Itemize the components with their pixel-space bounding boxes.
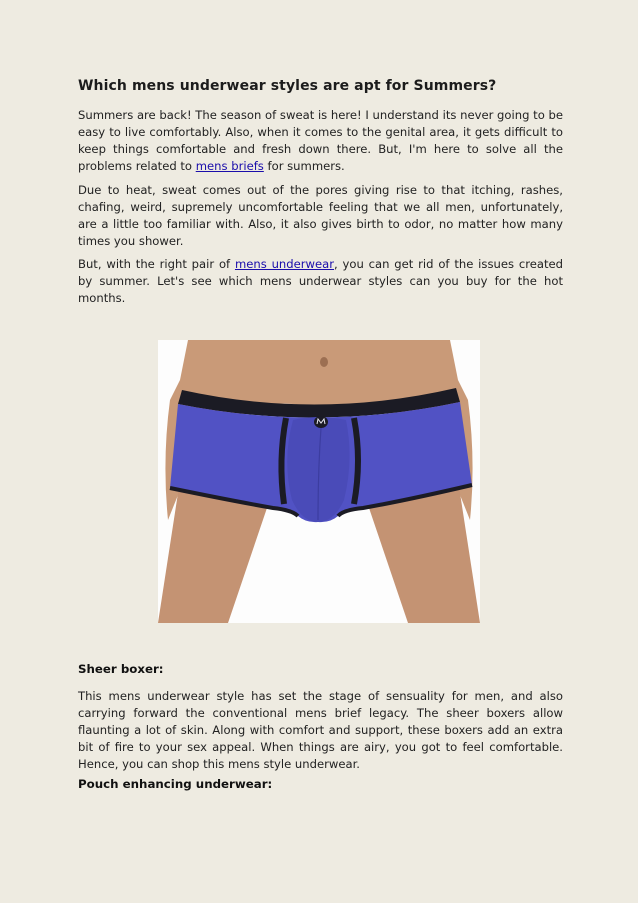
solution-text-start: But, with the right pair of — [78, 257, 235, 271]
underwear-illustration — [158, 340, 480, 623]
sheer-boxer-heading: Sheer boxer: — [78, 662, 164, 676]
mens-underwear-link[interactable]: mens underwear — [234, 257, 335, 271]
product-photo — [158, 340, 480, 623]
intro-paragraph — [78, 107, 563, 175]
mens-briefs-link[interactable]: mens briefs — [195, 159, 264, 173]
pouch-enhancing-heading: Pouch enhancing underwear: — [78, 777, 273, 791]
article-title: Which mens underwear styles are apt for Summers? — [78, 78, 497, 94]
brand-logo-badge — [314, 416, 328, 428]
sheer-boxer-paragraph: This mens underwear style has set the stage of sensuality for men, and also carrying forward the conventional mens brief legacy. The sheer boxers allow flaunting a lot of skin. Along with comfort and support, these boxers add an extra bit of fire to your sex appeal. When things are airy, you got to feel comfortable. Hence, you can shop this mens style underwear. — [78, 689, 563, 771]
intro-text-start: Summers are back! The season of sweat is here! I understand its never going to be easy to live comfortably. Also, when it comes to the genital area, it gets difficult to keep things comfortable and fresh down there. But, I'm here to solve all the problems related to — [78, 108, 563, 173]
heat-paragraph: Due to heat, sweat comes out of the pores giving rise to that itching, rashes, chafing, weird, supremely uncomfortable feeling that we all men, unfortunately, are a little too familiar with. Also, it also gives birth to odor, no matter how many times you shower. — [78, 183, 563, 248]
solution-paragraph — [78, 256, 563, 307]
intro-text-end: for summers. — [263, 159, 345, 173]
solution-text-end: , you can get rid of the issues created by summer. Let's see which mens underwear styles can you buy for the hot months. — [78, 257, 563, 305]
